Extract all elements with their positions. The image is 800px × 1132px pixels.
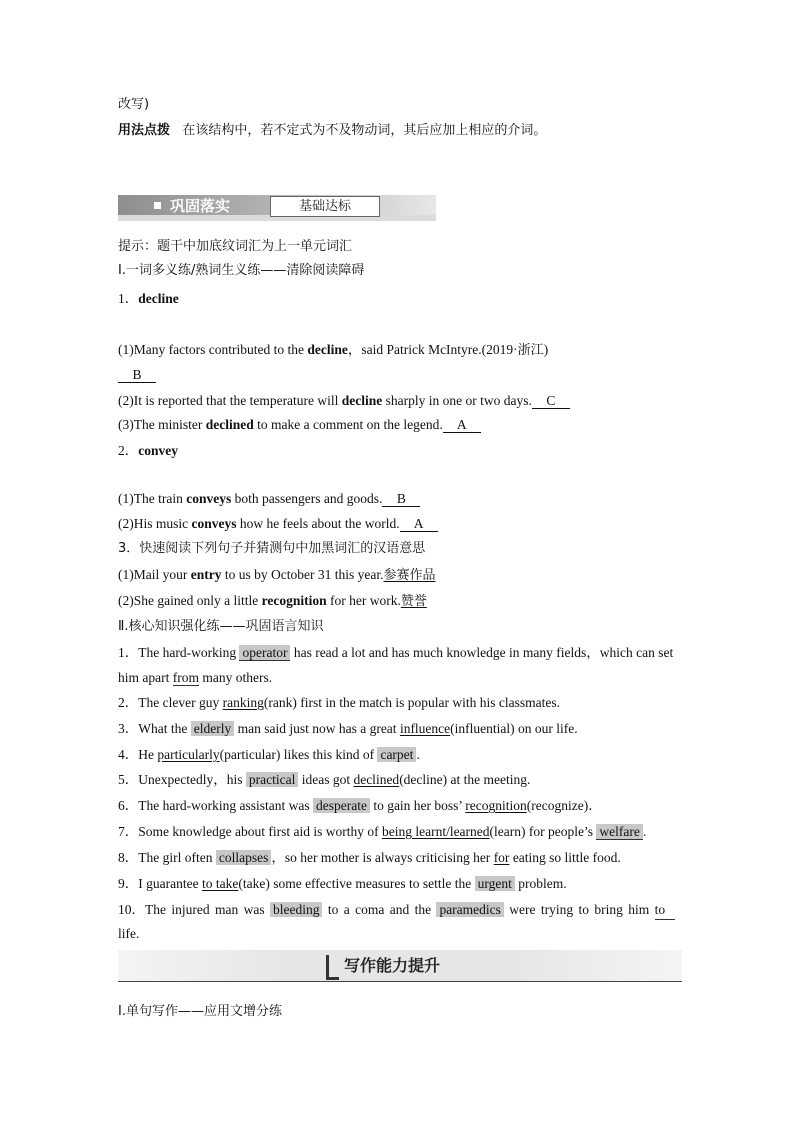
- q1-item-1: (1)Many factors contributed to the decline，said Patrick McIntyre.(2019·浙江): [118, 342, 549, 358]
- banner-title: 巩固落实: [170, 197, 231, 215]
- q1-item-1-answer: B: [118, 366, 685, 384]
- s2-item-8: 8．The girl often collapses ，so her mother is always criticising her for eating so little food.: [118, 850, 621, 865]
- q1-item-2: (2)It is reported that the temperature will decline sharply in one or two days. C: [118, 392, 685, 410]
- s2-item-6: 6．The hard-working assistant was desperate to gain her boss’ recognition(recognize)．: [118, 798, 602, 813]
- q1-title: 1．decline: [118, 291, 179, 306]
- s2-item-10-cont: life.: [118, 926, 140, 941]
- section1-heading: Ⅰ.一词多义练/熟词生义练——清除阅读障碍: [118, 263, 365, 278]
- s2-item-9: 9．I guarantee to take(take) some effective measures to settle the urgent problem.: [118, 876, 567, 891]
- section3-heading: Ⅰ.单句写作——应用文增分练: [118, 1004, 282, 1019]
- continuation-text: 改写): [118, 97, 150, 112]
- q3-item-2: (2)She gained only a little recognition for her work.赞誉: [118, 593, 427, 609]
- banner2-title: 写作能力提升: [344, 956, 441, 975]
- section2-heading: Ⅱ.核心知识强化练——巩固语言知识: [118, 619, 324, 634]
- section-banner-writing: [118, 950, 682, 984]
- s2-item-5: 5．Unexpectedly，his practical ideas got declined(decline) at the meeting.: [118, 772, 531, 787]
- usage-label: 用法点拨: [118, 123, 171, 138]
- q2-item-2: (2)His music conveys how he feels about the world. A: [118, 515, 685, 533]
- q1-item-3: (3)The minister declined to make a comment on the legend. A: [118, 416, 685, 434]
- q3-title: 3．快速阅读下列句子并猜测句中加黑词汇的汉语意思: [118, 541, 426, 556]
- corner-mark-icon: [326, 955, 339, 980]
- s2-item-3: 3．What the elderly man said just now has a great influence(influential) on our life.: [118, 721, 578, 736]
- s2-item-4: 4．He particularly(particular) likes this kind of carpet .: [118, 747, 420, 762]
- s2-item-2: 2．The clever guy ranking(rank) first in the match is popular with his classmates.: [118, 695, 561, 710]
- usage-tip: 用法点拨 在该结构中，若不定式为不及物动词，其后应加上相应的介词。: [118, 123, 547, 138]
- banner-subtitle-box: 基础达标: [270, 196, 380, 217]
- s2-item-7: 7．Some knowledge about first aid is worthy of being learnt/learned(learn) for people’s welfare .: [118, 824, 647, 839]
- section-banner-consolidation: [118, 195, 436, 221]
- s2-item-10: 10．The injured man was bleeding to a coma and the paramedics were trying to bring him to: [118, 901, 685, 920]
- tip-text: 提示：题干中加底纹词汇为上一单元词汇: [118, 239, 353, 254]
- bullet-square-icon: [154, 202, 161, 209]
- s2-item-1: 1．The hard-working operator has read a lot and has much knowledge in many fields，which can set him apart from many others.: [118, 645, 674, 685]
- q3-item-1: (1)Mail your entry to us by October 31 this year.参赛作品: [118, 567, 436, 583]
- q2-title: 2．convey: [118, 443, 178, 458]
- q2-item-1: (1)The train conveys both passengers and goods. B: [118, 490, 685, 508]
